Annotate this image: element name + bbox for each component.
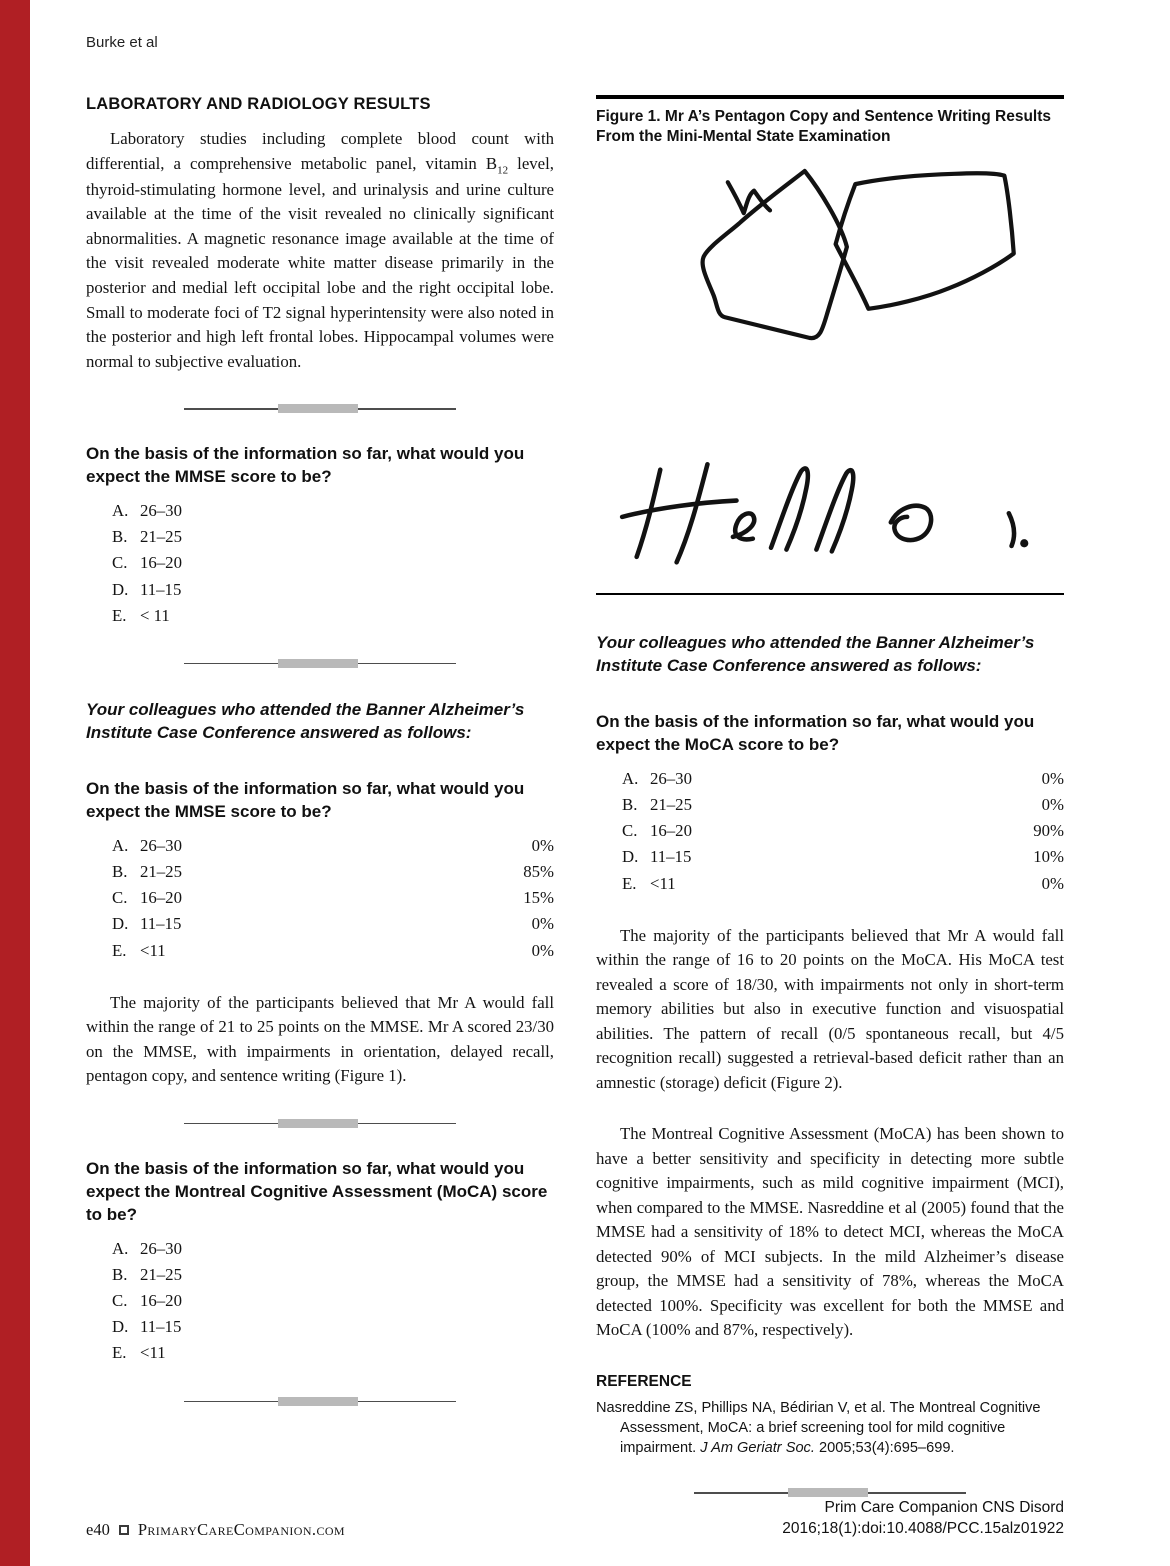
option-text: 16–20 (140, 888, 182, 908)
divider-bar (278, 1397, 358, 1406)
option-label: D. (112, 914, 129, 934)
option-text: 26–30 (140, 1238, 182, 1258)
figure-1 (596, 95, 1064, 595)
figure-caption: Figure 1. Mr A’s Pentagon Copy and Sentence Writing Results From the Mini-Mental State Examination (596, 108, 1052, 146)
paragraph-moca-majority: The majority of the participants believed that Mr A would fall within the range of 16 to 20 points on the MoCA. His MoCA test revealed a score of 18/30, with impairments not only in short-term memory abilities but also in executive function and visuospatial abilities. The pattern of recall (0/5 spontaneous recall, but 4/5 recognition recall) suggested a retrieval-based deficit rather than an amnestic (storage) deficit (Figure 2). (596, 925, 1064, 1092)
section-heading: LABORATORY AND RADIOLOGY RESULTS (86, 95, 431, 113)
pentagon-right-path (836, 173, 1014, 309)
option-percentage: 85% (523, 861, 554, 881)
sentence-writing-hello (596, 457, 1064, 575)
page-footer (86, 1497, 1064, 1540)
option-label: B. (112, 861, 128, 881)
option-text: <11 (650, 873, 676, 893)
option-row (112, 577, 554, 603)
reference-heading: REFERENCE (596, 1372, 692, 1390)
reference-journal-name: J Am Geriatr Soc. (700, 1439, 815, 1456)
option-row (622, 844, 1064, 870)
option-percentage: 10% (1033, 847, 1064, 867)
accent-stripe (0, 0, 30, 1566)
option-row (112, 938, 554, 964)
colleagues-note: Your colleagues who attended the Banner Alzheimer’s Institute Case Conference answered as follows: (86, 699, 525, 743)
section-divider (184, 404, 456, 413)
option-label: C. (112, 888, 128, 908)
option-row (622, 871, 1064, 897)
option-label: B. (112, 1264, 128, 1284)
option-label: A. (622, 768, 639, 788)
option-row (112, 498, 554, 524)
option-row (112, 859, 554, 885)
colleagues-note: Your colleagues who attended the Banner Alzheimer’s Institute Case Conference answered as follows: (596, 632, 1035, 676)
option-text: 21–25 (140, 861, 182, 881)
options-list (112, 498, 554, 629)
hello-o (891, 506, 931, 540)
journal-site: PrimaryCareCompanion.com (137, 1520, 345, 1539)
hello-period-slash (1009, 513, 1014, 546)
options-list (112, 833, 554, 964)
divider-bar (278, 1119, 358, 1128)
section-divider (184, 659, 456, 668)
option-row (622, 766, 1064, 792)
option-label: E. (622, 873, 637, 893)
option-percentage: 0% (1041, 794, 1064, 814)
paragraph-lab-results (86, 127, 554, 374)
option-label: E. (112, 1343, 127, 1363)
hello-h-right-stroke (677, 464, 708, 562)
option-text: 16–20 (140, 1291, 182, 1311)
option-text: 21–25 (140, 527, 182, 547)
section-divider (184, 1119, 456, 1128)
reference-text: 2005;53(4):695–699. (814, 1439, 955, 1456)
option-text: 16–20 (650, 821, 692, 841)
option-label: E. (112, 605, 127, 625)
pentagon-left-path (703, 171, 847, 338)
paragraph-text: Laboratory studies including complete blood count with differential, a comprehensive metabolic panel, vitamin B (86, 129, 554, 173)
hello-e (733, 513, 754, 539)
option-percentage: 0% (1041, 873, 1064, 893)
option-row (112, 1288, 554, 1314)
paragraph-mmse-majority: The majority of the participants believed that Mr A would fall within the range of 21 to 25 points on the MMSE. Mr A scored 23/30 on the MMSE, with impairments in orientation, delayed recall, pentagon copy, and sentence writing (Figure 1). (86, 992, 554, 1086)
options-list (112, 1236, 554, 1367)
option-label: C. (112, 1291, 128, 1311)
pentagon-copy-drawing (596, 156, 1064, 381)
paragraph-moca-sensitivity: The Montreal Cognitive Assessment (MoCA) has been shown to have a better sensitivity and specificity in detecting more subtle cognitive impairments, such as mild cognitive impairment (MCI), when compared to the MMSE. Nasreddine et al (2005) found that the MMSE had a sensitivity of 18% to detect MCI, whereas the MoCA detected 90% of MCI subjects. In the mild Alzheimer’s disease group, the MMSE had a sensitivity of 78%, whereas the MoCA detected 100%. Specificity was excellent for both the MMSE and MoCA (100% and 87%, respectively). (596, 1124, 1064, 1340)
option-label: A. (112, 500, 129, 520)
question-prompt: On the basis of the information so far, what would you expect the MMSE score to be? (86, 778, 525, 821)
page-number: e40 (86, 1520, 110, 1539)
option-text: < 11 (140, 605, 170, 625)
square-bullet-icon (119, 1525, 129, 1535)
figure-artwork (596, 156, 1064, 575)
option-percentage: 0% (1041, 768, 1064, 788)
footer-right (782, 1497, 1064, 1540)
option-text: 26–30 (650, 768, 692, 788)
option-percentage: 0% (531, 914, 554, 934)
question-prompt: On the basis of the information so far, what would you expect the Montreal Cognitive Assessment (MoCA) score to be? (86, 1158, 548, 1224)
option-text: <11 (140, 1343, 166, 1363)
option-row (112, 1236, 554, 1262)
hello-l1 (771, 468, 808, 549)
option-text: 26–30 (140, 835, 182, 855)
option-text: 11–15 (140, 1317, 182, 1337)
question-mmse-results (86, 778, 554, 964)
question-prompt: On the basis of the information so far, what would you expect the MoCA score to be? (596, 711, 1035, 754)
pentagon-squiggle-path (728, 182, 770, 213)
option-label: C. (622, 821, 638, 841)
hello-l2 (816, 470, 853, 551)
option-row (112, 550, 554, 576)
option-row (112, 524, 554, 550)
option-text: <11 (140, 940, 166, 960)
running-head: Burke et al (86, 34, 158, 51)
paragraph-text: level, thyroid-stimulating hormone level, and urinalysis and urine culture available at the time of the visit revealed no clinically significant abnormalities. A magnetic resonance image available at the time of the visit revealed moderate white matter disease primarily in the posterior and medial left occipital lobe and the right occipital lobe. Small to moderate foci of T2 signal hyperintensity were also noted in the posterior and high left frontal lobes. Hippocampal volumes were normal to subjective evaluation. (86, 153, 554, 371)
reference-text: Nasreddine ZS, Phillips NA, Bédirian V, et al. The Montreal Cognitive Assessment, MoCA: a brief screening tool for mild cognitive impairment. (596, 1399, 1041, 1456)
option-text: 11–15 (650, 847, 692, 867)
option-text: 26–30 (140, 500, 182, 520)
option-label: E. (112, 940, 127, 960)
option-label: D. (112, 579, 129, 599)
question-moca-results (596, 711, 1064, 897)
question-moca (86, 1158, 554, 1367)
citation-doi: 2016;18(1):doi:10.4088/PCC.15alz01922 (782, 1520, 1064, 1538)
option-row (112, 603, 554, 629)
option-row (112, 833, 554, 859)
right-column (596, 95, 1064, 1527)
journal-name: Prim Care Companion CNS Disord (824, 1498, 1064, 1516)
section-divider (184, 1397, 456, 1406)
option-percentage: 0% (531, 835, 554, 855)
divider-bar (278, 404, 358, 413)
option-row (112, 911, 554, 937)
option-percentage: 15% (523, 888, 554, 908)
option-text: 16–20 (140, 553, 182, 573)
option-row (622, 818, 1064, 844)
two-column-layout (86, 95, 1064, 1527)
option-text: 11–15 (140, 579, 182, 599)
option-label: A. (112, 1238, 129, 1258)
question-mmse (86, 443, 554, 629)
option-label: C. (112, 553, 128, 573)
option-percentage: 90% (1033, 821, 1064, 841)
option-row (112, 885, 554, 911)
hello-h-crossbar (622, 500, 736, 516)
option-label: D. (112, 1317, 129, 1337)
option-percentage: 0% (531, 940, 554, 960)
reference-citation (596, 1399, 1064, 1459)
option-row (112, 1262, 554, 1288)
question-prompt: On the basis of the information so far, what would you expect the MMSE score to be? (86, 444, 525, 486)
option-label: B. (112, 527, 128, 547)
option-label: B. (622, 794, 638, 814)
option-row (622, 792, 1064, 818)
option-row (112, 1314, 554, 1340)
option-label: D. (622, 847, 639, 867)
option-label: A. (112, 835, 129, 855)
options-list (622, 766, 1064, 897)
footer-left (86, 1520, 345, 1540)
left-column (86, 95, 554, 1527)
option-text: 11–15 (140, 914, 182, 934)
subscript-12: 12 (497, 163, 509, 176)
divider-bar (278, 659, 358, 668)
option-text: 21–25 (140, 1264, 182, 1284)
option-row (112, 1340, 554, 1366)
option-text: 21–25 (650, 794, 692, 814)
hello-period-dot (1020, 539, 1028, 547)
